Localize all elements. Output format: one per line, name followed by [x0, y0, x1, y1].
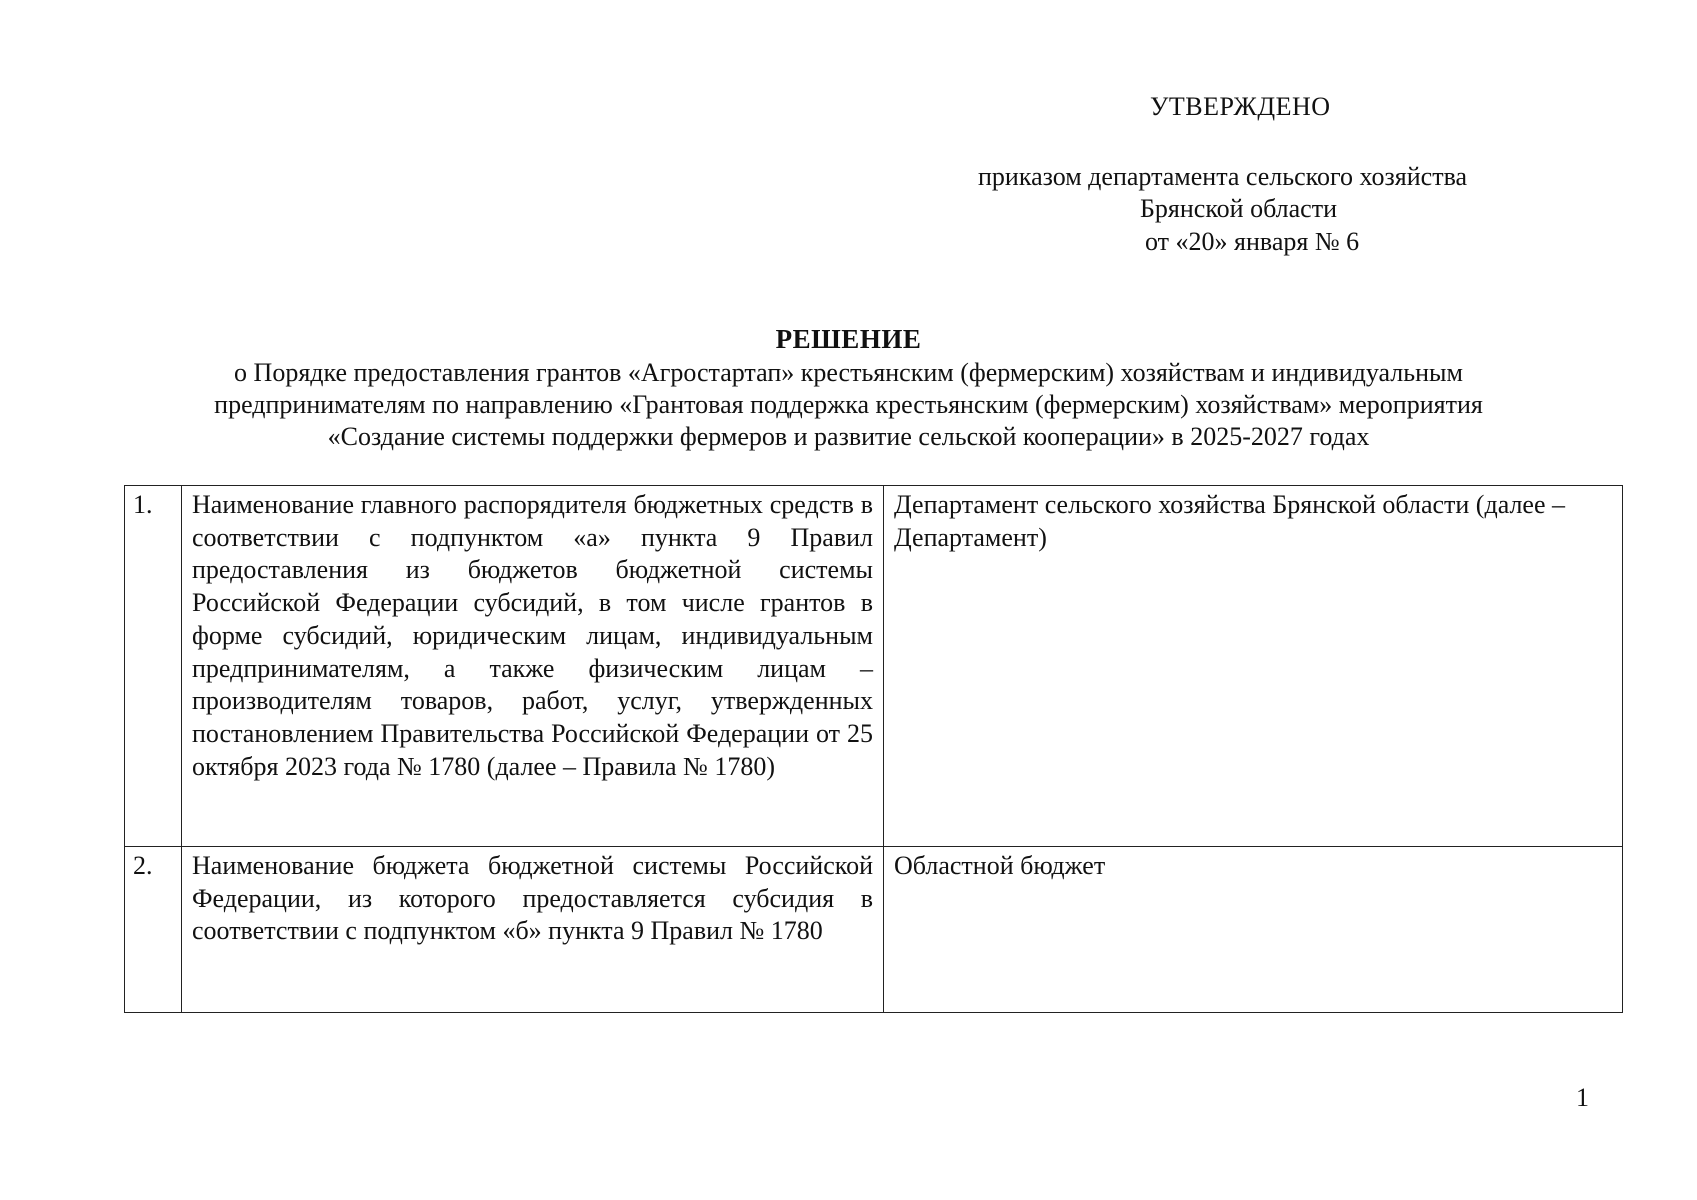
- decision-subtitle-line-3: «Создание системы поддержки фермеров и развитие сельской кооперации» в 2025-2027 годах: [327, 422, 1370, 451]
- row-description: Наименование бюджета бюджетной системы Российской Федерации, из которого предоставляется субсидия в соответствии с подпунктом «б» пункта 9 Правил № 1780: [182, 847, 884, 1013]
- row-number: 2.: [125, 847, 182, 1013]
- approval-date-line: от «20» января № 6: [1145, 227, 1360, 256]
- row-value: Областной бюджет: [884, 847, 1623, 1013]
- approval-region-line: Брянской области: [1140, 194, 1337, 223]
- approval-order-line: приказом департамента сельского хозяйства: [978, 162, 1468, 191]
- decision-title: РЕШЕНИЕ: [775, 324, 922, 354]
- row-value: Департамент сельского хозяйства Брянской области (далее – Департамент): [884, 486, 1623, 847]
- approval-title: УТВЕРЖДЕНО: [1150, 92, 1331, 121]
- row-number: 1.: [125, 486, 182, 847]
- decision-table: [124, 485, 1623, 1013]
- row-description: Наименование главного распорядителя бюджетных средств в соответствии с подпунктом «а» пункта 9 Правил предоставления из бюджетов бюджетной системы Российской Федерации субсидий, в том числе грантов в форме субсидий, юридическим лицам, индивидуальным предпринимателям, а также физическим лицам – производителям товаров, работ, услуг, утвержденных постановлением Правительства Российской Федерации от 25 октября 2023 года № 1780 (далее – Правила № 1780): [182, 486, 884, 847]
- table-row: [125, 847, 1623, 1013]
- page-number: 1: [1576, 1083, 1589, 1112]
- decision-subtitle-line-2: предпринимателям по направлению «Грантовая поддержка крестьянским (фермерским) хозяйствам» мероприятия: [214, 390, 1483, 419]
- table-row: [125, 486, 1623, 847]
- decision-subtitle-line-1: о Порядке предоставления грантов «Агростартап» крестьянским (фермерским) хозяйствам и индивидуальным: [234, 358, 1463, 387]
